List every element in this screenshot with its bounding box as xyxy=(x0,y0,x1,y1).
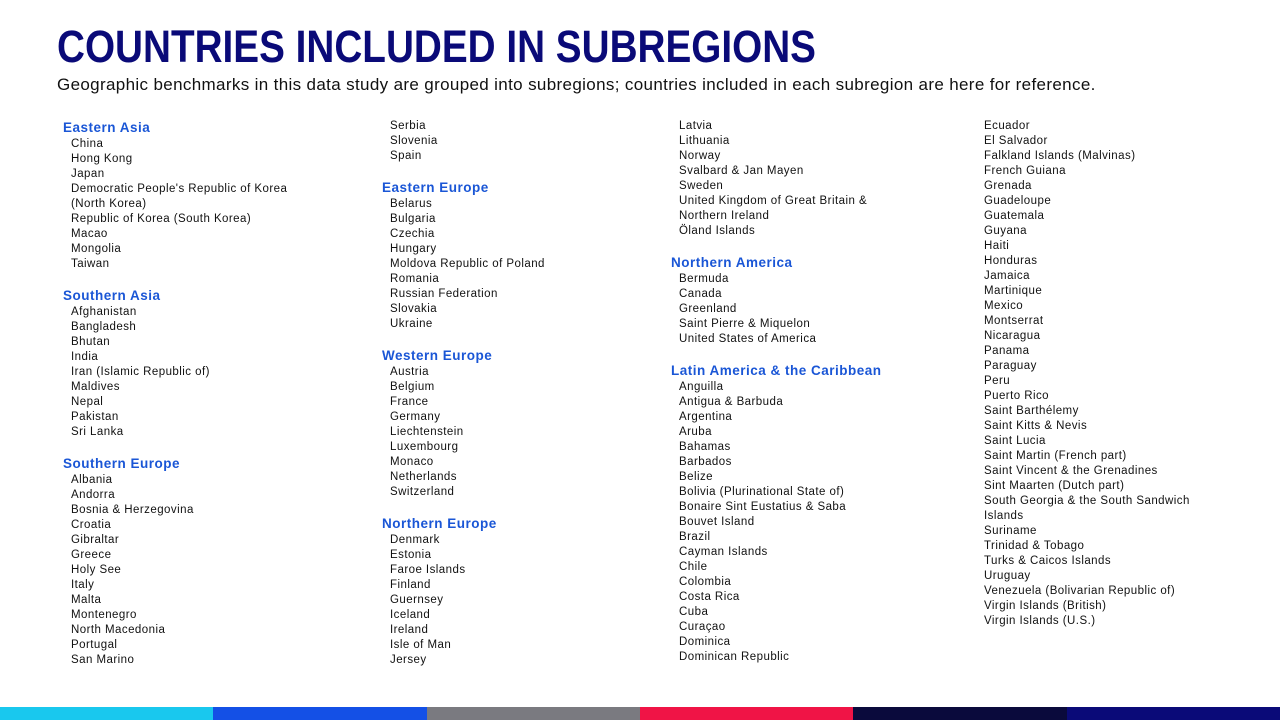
country-item: Portugal xyxy=(71,639,118,651)
region-group xyxy=(671,253,882,347)
region-group xyxy=(671,361,882,665)
country-list xyxy=(63,137,287,272)
color-bar-segment xyxy=(427,707,640,720)
country-item: Costa Rica xyxy=(679,591,740,603)
color-bar-segment xyxy=(853,707,1066,720)
region-heading: Northern Europe xyxy=(382,516,497,531)
country-item: United States of America xyxy=(679,333,817,345)
country-item: Ukraine xyxy=(390,318,433,330)
country-item: Jamaica xyxy=(984,270,1030,282)
region-heading: Eastern Europe xyxy=(382,180,489,195)
country-item: Saint Barthélemy xyxy=(984,405,1079,417)
country-item: Barbados xyxy=(679,456,732,468)
country-item: Liechtenstein xyxy=(390,426,464,438)
country-item: Nicaragua xyxy=(984,330,1041,342)
region-group xyxy=(63,286,287,440)
country-item: Islands xyxy=(984,510,1024,522)
country-item: Pakistan xyxy=(71,411,119,423)
country-item: (North Korea) xyxy=(71,198,147,210)
country-item: United Kingdom of Great Britain & xyxy=(679,195,868,207)
country-item: Ireland xyxy=(390,624,429,636)
country-item: Bouvet Island xyxy=(679,516,755,528)
country-item: Guatemala xyxy=(984,210,1045,222)
country-item: Grenada xyxy=(984,180,1032,192)
country-item: Faroe Islands xyxy=(390,564,466,576)
country-item: Honduras xyxy=(984,255,1038,267)
country-item: Denmark xyxy=(390,534,440,546)
country-item: Finland xyxy=(390,579,431,591)
region-group xyxy=(382,178,545,332)
country-item: Hong Kong xyxy=(71,153,133,165)
country-item: Czechia xyxy=(390,228,435,240)
country-item: Venezuela (Bolivarian Republic of) xyxy=(984,585,1176,597)
country-item: Ecuador xyxy=(984,120,1030,132)
continued-region xyxy=(382,118,545,164)
country-list xyxy=(63,305,287,440)
color-bar-segment xyxy=(213,707,426,720)
color-bar-segment xyxy=(0,707,213,720)
country-item: Öland Islands xyxy=(679,225,756,237)
country-item: Montserrat xyxy=(984,315,1044,327)
country-item: Virgin Islands (U.S.) xyxy=(984,615,1096,627)
color-bar-segment xyxy=(1067,707,1280,720)
country-item: Falkland Islands (Malvinas) xyxy=(984,150,1136,162)
country-item: Uruguay xyxy=(984,570,1031,582)
country-item: Saint Vincent & the Grenadines xyxy=(984,465,1158,477)
country-item: Turks & Caicos Islands xyxy=(984,555,1112,567)
country-item: Jersey xyxy=(390,654,427,666)
country-item: Northern Ireland xyxy=(679,210,770,222)
country-item: Bolivia (Plurinational State of) xyxy=(679,486,845,498)
country-item: North Macedonia xyxy=(71,624,166,636)
country-list xyxy=(382,118,545,164)
country-item: Russian Federation xyxy=(390,288,498,300)
country-item: Mongolia xyxy=(71,243,122,255)
country-item: Belgium xyxy=(390,381,435,393)
country-item: Curaçao xyxy=(679,621,726,633)
country-item: Japan xyxy=(71,168,105,180)
country-item: Guadeloupe xyxy=(984,195,1052,207)
column-2 xyxy=(382,118,545,668)
country-item: India xyxy=(71,351,99,363)
country-item: Belize xyxy=(679,471,714,483)
country-item: South Georgia & the South Sandwich xyxy=(984,495,1190,507)
country-item: Slovakia xyxy=(390,303,438,315)
country-item: Dominican Republic xyxy=(679,651,790,663)
column-3 xyxy=(671,118,882,665)
country-item: Spain xyxy=(390,150,422,162)
country-item: Colombia xyxy=(679,576,732,588)
region-heading: Latin America & the Caribbean xyxy=(671,363,882,378)
country-item: Romania xyxy=(390,273,440,285)
bottom-color-bar xyxy=(0,707,1280,720)
country-item: Iceland xyxy=(390,609,431,621)
country-item: Sint Maarten (Dutch part) xyxy=(984,480,1125,492)
country-item: Slovenia xyxy=(390,135,438,147)
country-item: Nepal xyxy=(71,396,104,408)
region-heading: Southern Europe xyxy=(63,456,181,471)
country-list xyxy=(976,118,1190,629)
country-item: Guernsey xyxy=(390,594,444,606)
country-item: Andorra xyxy=(71,489,116,501)
country-list xyxy=(671,380,882,665)
column-1 xyxy=(63,118,287,668)
country-item: Latvia xyxy=(679,120,713,132)
country-item: Cuba xyxy=(679,606,709,618)
country-item: Isle of Man xyxy=(390,639,452,651)
country-item: Greenland xyxy=(679,303,737,315)
country-item: Greece xyxy=(71,549,112,561)
country-item: Saint Martin (French part) xyxy=(984,450,1127,462)
country-item: Martinique xyxy=(984,285,1043,297)
country-item: Luxembourg xyxy=(390,441,459,453)
country-list xyxy=(63,473,287,668)
country-item: Monaco xyxy=(390,456,434,468)
country-item: Suriname xyxy=(984,525,1037,537)
country-item: Malta xyxy=(71,594,102,606)
country-item: Aruba xyxy=(679,426,712,438)
country-item: Bulgaria xyxy=(390,213,436,225)
country-item: Svalbard & Jan Mayen xyxy=(679,165,804,177)
country-item: Bangladesh xyxy=(71,321,137,333)
country-list xyxy=(382,533,545,668)
country-list xyxy=(671,272,882,347)
country-item: Switzerland xyxy=(390,486,455,498)
country-item: Canada xyxy=(679,288,722,300)
country-item: Chile xyxy=(679,561,708,573)
country-item: Saint Pierre & Miquelon xyxy=(679,318,811,330)
country-item: France xyxy=(390,396,429,408)
country-item: Virgin Islands (British) xyxy=(984,600,1107,612)
country-item: Holy See xyxy=(71,564,122,576)
country-item: Hungary xyxy=(390,243,437,255)
country-item: Paraguay xyxy=(984,360,1037,372)
country-item: Gibraltar xyxy=(71,534,120,546)
country-item: Montenegro xyxy=(71,609,137,621)
color-bar-segment xyxy=(640,707,853,720)
country-item: Bahamas xyxy=(679,441,731,453)
country-item: Macao xyxy=(71,228,108,240)
country-item: Bermuda xyxy=(679,273,729,285)
country-item: Lithuania xyxy=(679,135,730,147)
column-4 xyxy=(976,118,1190,629)
country-item: Mexico xyxy=(984,300,1024,312)
country-item: Democratic People's Republic of Korea xyxy=(71,183,288,195)
country-item: Maldives xyxy=(71,381,120,393)
region-group xyxy=(63,454,287,668)
country-item: Serbia xyxy=(390,120,426,132)
country-item: Dominica xyxy=(679,636,731,648)
country-item: Sweden xyxy=(679,180,724,192)
country-item: Guyana xyxy=(984,225,1027,237)
country-item: Peru xyxy=(984,375,1011,387)
country-item: Iran (Islamic Republic of) xyxy=(71,366,210,378)
region-heading: Northern America xyxy=(671,255,793,270)
page-subtitle: Geographic benchmarks in this data study are grouped into subregions; countries included in each subregion are here for reference. xyxy=(57,75,1096,94)
country-item: Albania xyxy=(71,474,113,486)
country-item: San Marino xyxy=(71,654,135,666)
country-item: Haiti xyxy=(984,240,1010,252)
country-item: Sri Lanka xyxy=(71,426,124,438)
country-list xyxy=(382,197,545,332)
country-item: Afghanistan xyxy=(71,306,137,318)
country-item: Germany xyxy=(390,411,441,423)
region-heading: Southern Asia xyxy=(63,288,161,303)
region-group xyxy=(382,514,545,668)
country-item: Argentina xyxy=(679,411,733,423)
country-item: Netherlands xyxy=(390,471,457,483)
country-item: Italy xyxy=(71,579,95,591)
country-item: Croatia xyxy=(71,519,112,531)
country-item: Saint Kitts & Nevis xyxy=(984,420,1088,432)
continued-region xyxy=(671,118,882,239)
country-item: Saint Lucia xyxy=(984,435,1046,447)
region-heading: Eastern Asia xyxy=(63,120,151,135)
country-item: Austria xyxy=(390,366,429,378)
country-item: Antigua & Barbuda xyxy=(679,396,784,408)
region-group xyxy=(382,346,545,500)
country-item: Anguilla xyxy=(679,381,724,393)
continued-region xyxy=(976,118,1190,629)
country-item: Bosnia & Herzegovina xyxy=(71,504,194,516)
country-item: Moldova Republic of Poland xyxy=(390,258,545,270)
country-item: Belarus xyxy=(390,198,433,210)
country-item: Republic of Korea (South Korea) xyxy=(71,213,252,225)
region-group xyxy=(63,118,287,272)
page-title: COUNTRIES INCLUDED IN SUBREGIONS xyxy=(57,21,817,72)
country-item: French Guiana xyxy=(984,165,1066,177)
country-item: Bhutan xyxy=(71,336,111,348)
country-list xyxy=(382,365,545,500)
country-item: Trinidad & Tobago xyxy=(984,540,1085,552)
country-item: Bonaire Sint Eustatius & Saba xyxy=(679,501,847,513)
country-item: Taiwan xyxy=(71,258,110,270)
country-item: Cayman Islands xyxy=(679,546,768,558)
country-item: Puerto Rico xyxy=(984,390,1050,402)
country-list xyxy=(671,118,882,239)
country-item: Panama xyxy=(984,345,1030,357)
country-item: El Salvador xyxy=(984,135,1048,147)
country-item: Norway xyxy=(679,150,721,162)
country-item: Brazil xyxy=(679,531,711,543)
country-item: Estonia xyxy=(390,549,432,561)
region-heading: Western Europe xyxy=(382,348,493,363)
country-item: China xyxy=(71,138,104,150)
